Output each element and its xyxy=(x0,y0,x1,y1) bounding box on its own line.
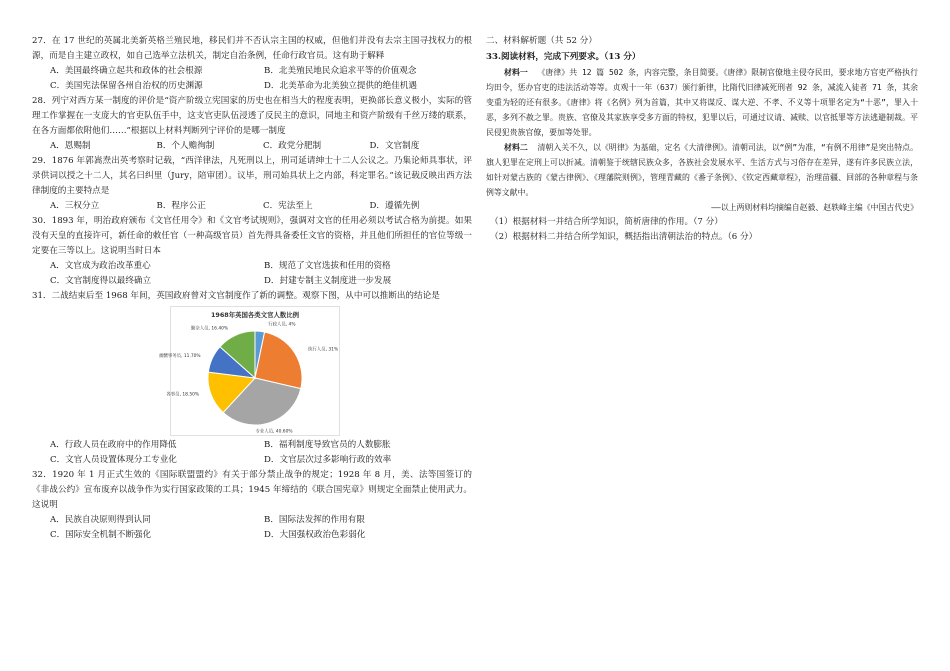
question-33-heading: 33.阅读材料，完成下列要求。（13 分） xyxy=(486,52,641,62)
left-column xyxy=(32,34,472,543)
material-1-label: 材料一 xyxy=(504,68,528,77)
pie-label-3: 专业人员, 40.60% xyxy=(255,429,293,435)
option-29c: C．宪法至上 xyxy=(263,201,313,211)
question-31-stem: 31．二战结束后至 1968 年间，英国政府曾对文官制度作了新的调整。观察下图，从中可以推断出的结论是 xyxy=(32,291,440,301)
pie-label-5: 幽嬲事务员, 11.70% xyxy=(159,353,201,359)
section-heading: 二、材料解析题（共 52 分） xyxy=(486,36,597,46)
requirement-1: （1）根据材料一并结合所学知识，简析唐律的作用。（7 分） xyxy=(490,217,723,227)
question-32 xyxy=(32,468,472,543)
question-29-options xyxy=(32,199,472,214)
option-28a: A．恩赐制 xyxy=(50,141,91,151)
option-29d: D．遵循先例 xyxy=(369,201,420,211)
question-29-stem: 29．1876 年郭嵩焘出英考察时记载，“西洋律法，凡死刑以上，刑司延请绅士十二人公议之。乃集论师具事状，评录供词以授之十二人，其名曰纠里（Jury，陪审团）。议毕，刑司始具状上之内部，科定罪名。”该记载反映出西方法律制度的主要特点是 xyxy=(32,156,472,196)
pie-label-2: 执行人员, 31% xyxy=(308,347,339,353)
question-31-options xyxy=(32,438,472,468)
pie-chart xyxy=(159,306,340,436)
option-29b: B．程序公正 xyxy=(156,201,206,211)
material-2-text: 清朝入关不久，以《明律》为基础，定名《大清律例》。清朝司法，以“例”为准，“有例不用律”是突出特点。旗人犯罪在定刑上可以折减。清朝鉴于统辖民族众多，各族社会发展水平、生活方式与习俗存在差异，遂有许多民族立法，如针对蒙古族的《蒙古律例》、《理藩院则例》，管理青藏的《番子条例》、《钦定西藏章程》，治理苗疆、回部的各种章程与条例等文献中。 xyxy=(486,143,918,197)
pie-chart-container xyxy=(32,306,472,436)
option-30d: D．封建专制主义制度进一步发展 xyxy=(264,276,392,286)
question-30 xyxy=(32,214,472,289)
question-27 xyxy=(32,34,472,94)
pie-label-6: 勤杂人员, 16.40% xyxy=(190,326,229,332)
option-32c: C．国际安全机制不断强化 xyxy=(50,530,152,540)
right-column xyxy=(486,34,918,245)
question-32-stem: 32．1920 年 1 月正式生效的《国际联盟盟约》有关于部分禁止战争的规定；1928 年 8 月，美、法等国签订的《非战公约》宣布废弃以战争作为实行国家政策的工具；1945 年缔结的《联合国宪章》则规定全面禁止使用武力。这说明 xyxy=(32,470,472,510)
question-30-stem: 30．1893 年，明治政府颁布《文官任用令》和《文官考试规则》，强调对文官的任用必须以考试合格为前提。如果没有天皇的直接许可，新任命的敕任官（一种高级官员）首先得具备委任文官的资格，并且他们所担任的官位等级一定要在三等以上。这说明当时日本 xyxy=(32,216,472,256)
question-31 xyxy=(32,289,472,468)
option-29a: A．三权分立 xyxy=(50,201,100,211)
question-30-options xyxy=(32,259,472,289)
option-32d: D．大国强权政治色彩弱化 xyxy=(264,530,366,540)
option-30a: A．文官成为政治改革重心 xyxy=(50,261,151,271)
option-30b: B．规范了文官选拔和任用的资格 xyxy=(264,261,391,271)
option-28b: B．个人赡徇制 xyxy=(156,141,215,151)
option-27a: A．美国最终确立起共和政体的社会根源 xyxy=(50,66,203,76)
question-28-options xyxy=(32,139,472,154)
option-31d: D．文官层次过多影响行政的效率 xyxy=(264,455,392,465)
question-27-options xyxy=(32,64,472,94)
material-2 xyxy=(486,140,918,200)
question-27-stem: 27．在 17 世纪的英属北美新英格兰殖民地，移民们并不否认宗主国的权威，但他们并没有去宗主国寻找权力的根源，而是自主建立政权，如自己选举立法机关，制定自治条例，任命行政官员。这有助于解释 xyxy=(32,36,472,61)
pie-label-4: 各事员, 18.50% xyxy=(166,392,200,398)
option-27b: B．北美殖民地民众追求平等的价值观念 xyxy=(264,66,417,76)
option-27c: C．美国宪法保留各州自治权的历史渊源 xyxy=(50,81,203,91)
option-32a: A．民族自决原则得到认同 xyxy=(50,515,151,525)
option-31c: C．文官人员设置体现分工专业化 xyxy=(50,455,177,465)
material-1-text: 《唐律》共 12 篇 502 条，内容完整，条目简要。《唐律》限制官僚地主侵夺民田，要求地方官吏严格执行均田令，惩办官吏的违法活动等等。贞观十一年（637）颁行新律，比隋代旧律减死刑者 92 条，减流入徒者 71 条，其余变重为轻的还有很多。《唐律》将《名例》列为首篇，其中又将谋反、谋大逆、不孝、不义等十项罪名定为“十恶”，罪入十恶，多列不赦之罪。贵族、官僚及其家族享受多方面的特权，犯罪以后，可通过议请、减赎、以官抵罪等方法逃避制裁。平民侵犯贵族官僚，要加等处罪。 xyxy=(486,68,918,137)
pie-slices xyxy=(208,331,302,425)
option-32b: B．国际法发挥的作用有限 xyxy=(264,515,365,525)
option-30c: C．文官制度得以最终确立 xyxy=(50,276,152,286)
option-28d: D．文官制度 xyxy=(369,141,420,151)
material-1 xyxy=(486,65,918,140)
question-28-stem: 28．列宁对西方某一制度的评价是“资产阶级立宪国家的历史也在相当大的程度表明，更换部长意义极小，实际的管理工作掌握在一支庞大的官吏队伍手中，这支官吏队伍浸透了反民主的意识，同地主和资产阶级有千丝万缕的联系，在各方面都依附他们……”根据以上材料判断列宁评价的是哪一制度 xyxy=(32,96,472,136)
material-source: ——以上两则材料均摘编自赵毅、赵轶峰主编《中国古代史》 xyxy=(711,203,918,212)
pie-label-1: 行政人员, 4% xyxy=(268,322,296,328)
question-29 xyxy=(32,154,472,214)
question-28 xyxy=(32,94,472,154)
option-31b: B．福利制度导致官员的人数膨胀 xyxy=(264,440,391,450)
requirement-2: （2）根据材料二并结合所学知识，概括指出清朝法治的特点。（6 分） xyxy=(490,232,758,242)
material-2-label: 材料二 xyxy=(504,143,528,152)
chart-title: 1968年英国各类文官人数比例 xyxy=(210,311,300,319)
option-28c: C．政党分肥制 xyxy=(263,141,322,151)
option-31a: A．行政人员在政府中的作用降低 xyxy=(50,440,177,450)
question-32-options xyxy=(32,513,472,543)
option-27d: D．北美革命为北美独立提供的绝佳机遇 xyxy=(264,81,417,91)
